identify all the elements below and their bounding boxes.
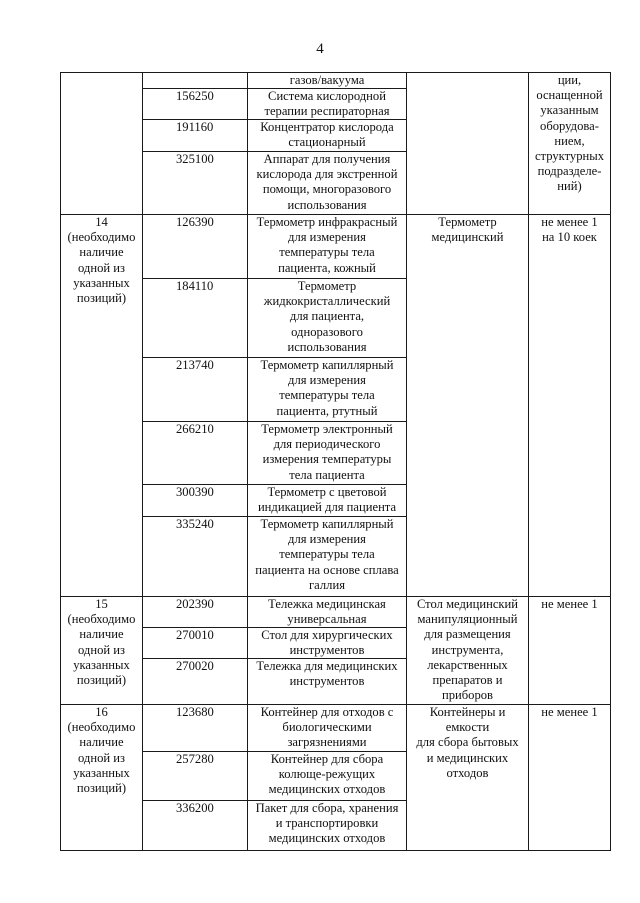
item-name-line: биологическими	[282, 720, 372, 735]
position-number-line: позиций)	[76, 781, 127, 796]
item-code	[176, 485, 246, 500]
item-name	[248, 517, 406, 593]
item-code	[176, 358, 246, 373]
quantity-requirement-line: не менее 1	[541, 597, 598, 611]
item-name-line: кислорода для экстренной	[256, 167, 398, 182]
item-name	[248, 89, 406, 119]
item-code	[176, 597, 246, 612]
item-code	[176, 752, 246, 767]
quantity-requirement-line: ний)	[557, 179, 582, 194]
common-name-line: Контейнеры и	[429, 705, 506, 719]
common-name-line: для размещения	[424, 627, 511, 642]
item-name-line: для измерения	[288, 373, 366, 388]
item-name-line: пациента, ртутный	[276, 403, 378, 418]
item-name-line: помощи, многоразового	[262, 182, 392, 197]
common-name	[407, 215, 528, 245]
common-name-line: емкости	[445, 720, 490, 735]
position-number-line: 15	[95, 597, 108, 611]
item-code-line: 126390	[176, 215, 214, 229]
quantity-requirement	[529, 73, 610, 195]
position-number-line: одной из	[78, 642, 125, 657]
item-code	[176, 801, 246, 816]
item-name	[248, 597, 406, 627]
table-vertical-rule	[610, 72, 611, 850]
item-name-line: Система кислородной	[268, 89, 386, 103]
common-name-line: отходов	[446, 765, 489, 780]
position-number-line: 16	[95, 705, 108, 719]
item-name	[248, 279, 406, 355]
position-number-line: одной из	[78, 260, 125, 275]
item-code-line: 184110	[176, 279, 214, 293]
item-code-line: 213740	[176, 358, 214, 372]
item-name-line: жидкокристаллический	[263, 294, 391, 309]
quantity-requirement-line: оснащенной	[536, 88, 603, 103]
item-code	[176, 215, 246, 230]
position-number-line: указанных	[73, 765, 130, 780]
item-name	[248, 705, 406, 751]
quantity-requirement-line: структурных	[534, 149, 605, 164]
common-name-line: приборов	[441, 688, 494, 703]
item-name-line: использования	[287, 339, 367, 354]
item-code	[176, 422, 246, 437]
table-vertical-rule	[142, 72, 143, 850]
item-name-line: универсальная	[287, 612, 367, 627]
quantity-requirement-line: ции,	[557, 73, 582, 87]
common-name-line: медицинский	[431, 230, 504, 245]
item-name-line: температуры тела	[279, 547, 375, 562]
item-name-line: температуры тела	[279, 245, 375, 260]
quantity-requirement-line: подразделе-	[537, 164, 602, 179]
position-number-line: указанных	[73, 275, 130, 290]
item-code-line: 156250	[176, 89, 214, 103]
item-name-line: измерения температуры	[262, 452, 392, 467]
item-code	[176, 705, 246, 720]
item-code-line: 325100	[176, 152, 214, 166]
item-name-line: медицинских отходов	[268, 782, 386, 797]
item-name-line: для пациента,	[289, 309, 365, 324]
common-name-line: манипуляционный	[417, 612, 518, 627]
quantity-requirement	[529, 215, 610, 245]
item-name-line: пациента на основе сплава	[255, 562, 399, 577]
item-name-line: тела пациента	[289, 467, 365, 482]
common-name-line: лекарственных	[427, 657, 508, 672]
position-number-line: наличие	[79, 735, 124, 750]
item-code-line: 123680	[176, 705, 214, 719]
item-name-line: Термометр	[297, 279, 357, 293]
item-name	[248, 152, 406, 213]
item-code-line: 300390	[176, 485, 214, 499]
position-number	[61, 215, 142, 306]
item-name	[248, 73, 406, 88]
item-code-line: 270020	[176, 659, 214, 673]
item-code-line: 335240	[176, 517, 214, 531]
position-number-line: указанных	[73, 657, 130, 672]
quantity-requirement-line: не менее 1	[541, 215, 598, 229]
item-name-line: температуры тела	[279, 388, 375, 403]
item-name-line: и транспортировки	[275, 816, 379, 831]
item-name-line: терапии респираторная	[264, 104, 390, 119]
position-number-line: позиций)	[76, 673, 127, 688]
item-code-line: 270010	[176, 628, 214, 642]
item-name-line: Стол для хирургических	[261, 628, 393, 642]
item-code	[176, 517, 246, 532]
quantity-requirement-line: указанным	[540, 103, 599, 118]
item-code	[176, 89, 246, 104]
item-name	[248, 659, 406, 689]
item-code-line: 266210	[176, 422, 214, 436]
item-name-line: газов/вакуума	[289, 73, 365, 87]
item-name-line: пациента, кожный	[278, 260, 376, 275]
position-number-line: позиций)	[76, 291, 127, 306]
position-number-line: (необходимо	[67, 720, 136, 735]
item-name-line: Термометр капиллярный	[260, 358, 394, 372]
item-name	[248, 120, 406, 150]
item-name-line: Термометр электронный	[261, 422, 393, 436]
quantity-requirement-line: нием,	[554, 133, 585, 148]
common-name-line: инструмента,	[431, 642, 504, 657]
item-code	[176, 628, 246, 643]
item-code-line: 336200	[176, 801, 214, 815]
position-number-line: одной из	[78, 750, 125, 765]
common-name-line: и медицинских	[426, 750, 509, 765]
item-name-line: Тележка медицинская	[268, 597, 386, 611]
page-number: 4	[316, 41, 324, 57]
item-name-line: Контейнер для отходов с	[260, 705, 394, 719]
item-name-line: Контейнер для сбора	[270, 752, 384, 766]
position-number	[61, 597, 142, 688]
item-code	[176, 152, 246, 167]
item-name-line: Аппарат для получения	[263, 152, 391, 166]
common-name-line: Стол медицинский	[416, 597, 519, 611]
table-bottom-border	[60, 850, 611, 851]
item-name-line: для периодического	[273, 437, 381, 452]
common-name-line: Термометр	[438, 215, 497, 229]
item-name-line: Термометр капиллярный	[260, 517, 394, 531]
position-number-line: 14	[95, 215, 108, 229]
item-name	[248, 485, 406, 515]
quantity-requirement-line: не менее 1	[541, 705, 598, 719]
item-name-line: Термометр с цветовой	[267, 485, 387, 499]
position-number-line: наличие	[79, 245, 124, 260]
item-name-line: Концентратор кислорода	[260, 120, 394, 134]
item-name-line: инструментов	[289, 643, 365, 658]
quantity-requirement-line: оборудова-	[540, 118, 599, 133]
item-name-line: галлия	[309, 577, 345, 592]
item-name	[248, 422, 406, 483]
common-name	[407, 705, 528, 781]
item-name	[248, 628, 406, 658]
common-name-line: для сбора бытовых	[416, 735, 519, 750]
item-name	[248, 752, 406, 798]
item-name-line: Пакет для сбора, хранения	[255, 801, 399, 815]
item-code	[176, 120, 246, 135]
item-name	[248, 358, 406, 419]
quantity-requirement-line: на 10 коек	[542, 230, 597, 245]
item-name	[248, 801, 406, 847]
item-name-line: для измерения	[288, 230, 366, 245]
item-name-line: стационарный	[288, 135, 366, 150]
item-name-line: индикацией для пациента	[257, 500, 397, 515]
item-code-line: 257280	[176, 752, 214, 766]
position-number-line: наличие	[79, 627, 124, 642]
item-name-line: инструментов	[289, 674, 365, 689]
item-code	[176, 659, 246, 674]
item-name-line: одноразового	[291, 324, 363, 339]
item-name-line: использования	[287, 197, 367, 212]
position-number-line: (необходимо	[67, 612, 136, 627]
item-name-line: Термометр инфракрасный	[256, 215, 398, 229]
quantity-requirement	[529, 705, 610, 720]
item-code	[176, 279, 246, 294]
item-code-line: 202390	[176, 597, 214, 611]
item-name-line: медицинских отходов	[268, 831, 386, 846]
common-name	[407, 597, 528, 703]
item-name-line: колюще-режущих	[278, 767, 376, 782]
item-code-line: 191160	[176, 120, 214, 134]
quantity-requirement	[529, 597, 610, 612]
item-name-line: загрязнениями	[287, 735, 367, 750]
item-name-line: для измерения	[288, 532, 366, 547]
position-number-line: (необходимо	[67, 230, 136, 245]
item-name-line: Тележка для медицинских	[256, 659, 398, 673]
item-name	[248, 215, 406, 276]
common-name-line: препаратов и	[432, 673, 503, 688]
position-number	[61, 705, 142, 796]
